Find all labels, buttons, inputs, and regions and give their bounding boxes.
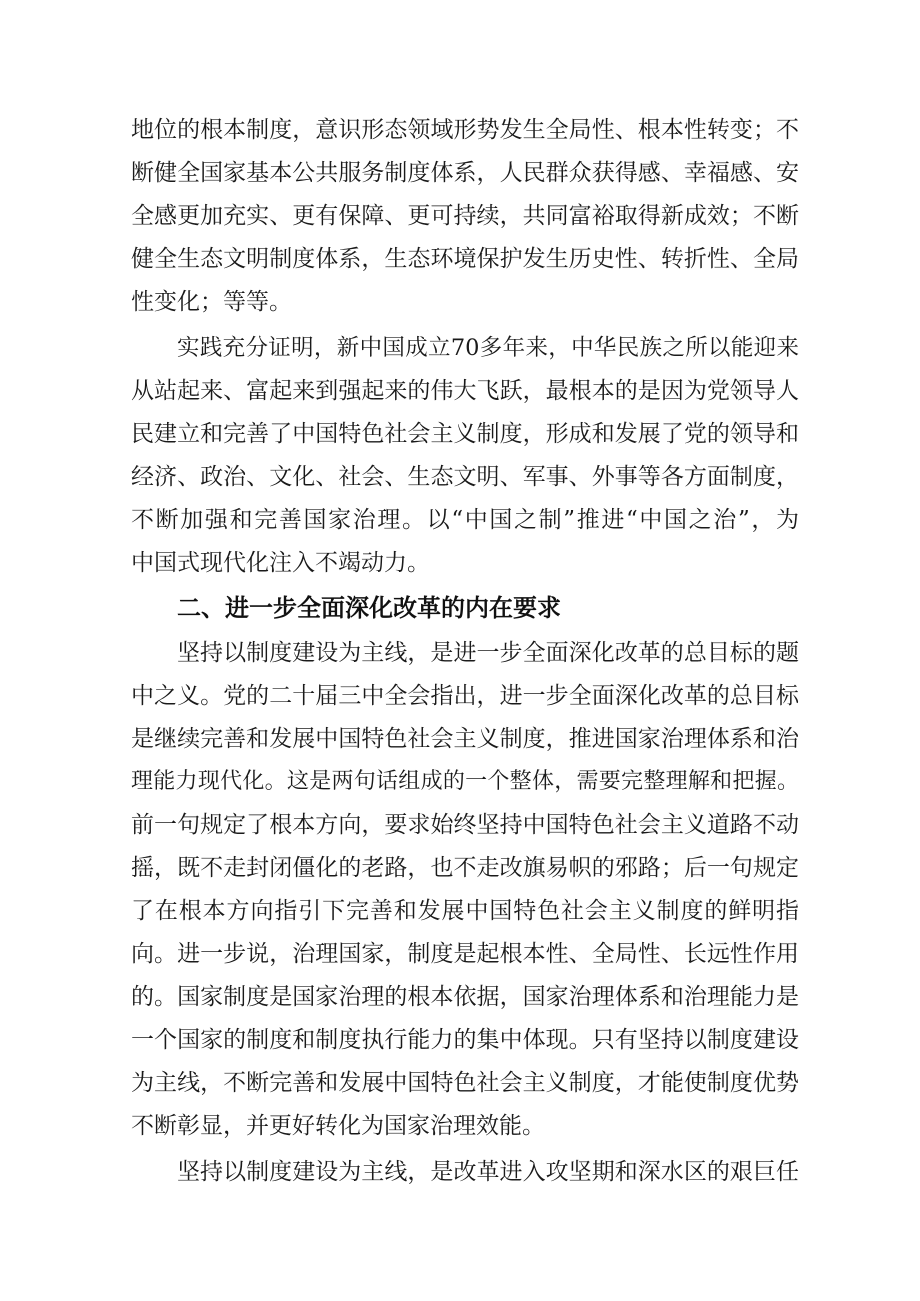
paragraph-line: 性变化；等等。 [131,289,292,315]
paragraph-line: 向。进一步说，治理国家，制度是起根本性、全局性、长远性作用 [131,941,799,967]
paragraph-line: 不断加强和完善国家治理。以“中国之制”推进“中国之治”，为 [131,507,799,533]
paragraph-line: 民建立和完善了中国特色社会主义制度，形成和发展了党的领导和 [131,421,799,447]
paragraph-line: 经济、政治、文化、社会、生态文明、军事、外事等各方面制度， [131,464,799,490]
paragraph-line: 了在根本方向指引下完善和发展中国特色社会主义制度的鲜明指 [131,898,799,924]
paragraph-line: 不断彰显，并更好转化为国家治理效能。 [131,1113,545,1139]
paragraph-line: 为主线，不断完善和发展中国特色社会主义制度，才能使制度优势 [131,1070,799,1096]
paragraph-line: 断健全国家基本公共服务制度体系，人民群众获得感、幸福感、安 [131,160,799,186]
paragraph-line: 坚持以制度建设为主线，是改革进入攻坚期和深水区的艰巨任 [177,1159,799,1185]
paragraph-line: 中国式现代化注入不竭动力。 [131,550,430,576]
paragraph-line: 前一句规定了根本方向，要求始终坚持中国特色社会主义道路不动 [131,812,799,838]
paragraph-line: 摇，既不走封闭僵化的老路，也不走改旗易帜的邪路；后一句规定 [131,855,799,881]
paragraph-line: 地位的根本制度，意识形态领域形势发生全局性、根本性转变；不 [131,117,799,143]
paragraph-line: 健全生态文明制度体系，生态环境保护发生历史性、转折性、全局 [131,246,799,272]
paragraph-line: 的。国家制度是国家治理的根本依据，国家治理体系和治理能力是 [131,984,799,1010]
paragraph-line: 是继续完善和发展中国特色社会主义制度，推进国家治理体系和治 [131,726,799,752]
paragraph-line: 从站起来、富起来到强起来的伟大飞跃，最根本的是因为党领导人 [131,378,799,404]
section-heading: 二、进一步全面深化改革的内在要求 [177,594,561,622]
paragraph-line: 中之义。党的二十届三中全会指出，进一步全面深化改革的总目标 [131,683,799,709]
paragraph-line: 实践充分证明，新中国成立70多年来，中华民族之所以能迎来 [177,335,799,361]
paragraph-line: 理能力现代化。这是两句话组成的一个整体，需要完整理解和把握。 [131,769,799,794]
paragraph-line: 全感更加充实、更有保障、更可持续，共同富裕取得新成效；不断 [131,203,799,229]
paragraph-line: 一个国家的制度和制度执行能力的集中体现。只有坚持以制度建设 [131,1027,799,1053]
paragraph-line: 坚持以制度建设为主线，是进一步全面深化改革的总目标的题 [177,640,799,666]
